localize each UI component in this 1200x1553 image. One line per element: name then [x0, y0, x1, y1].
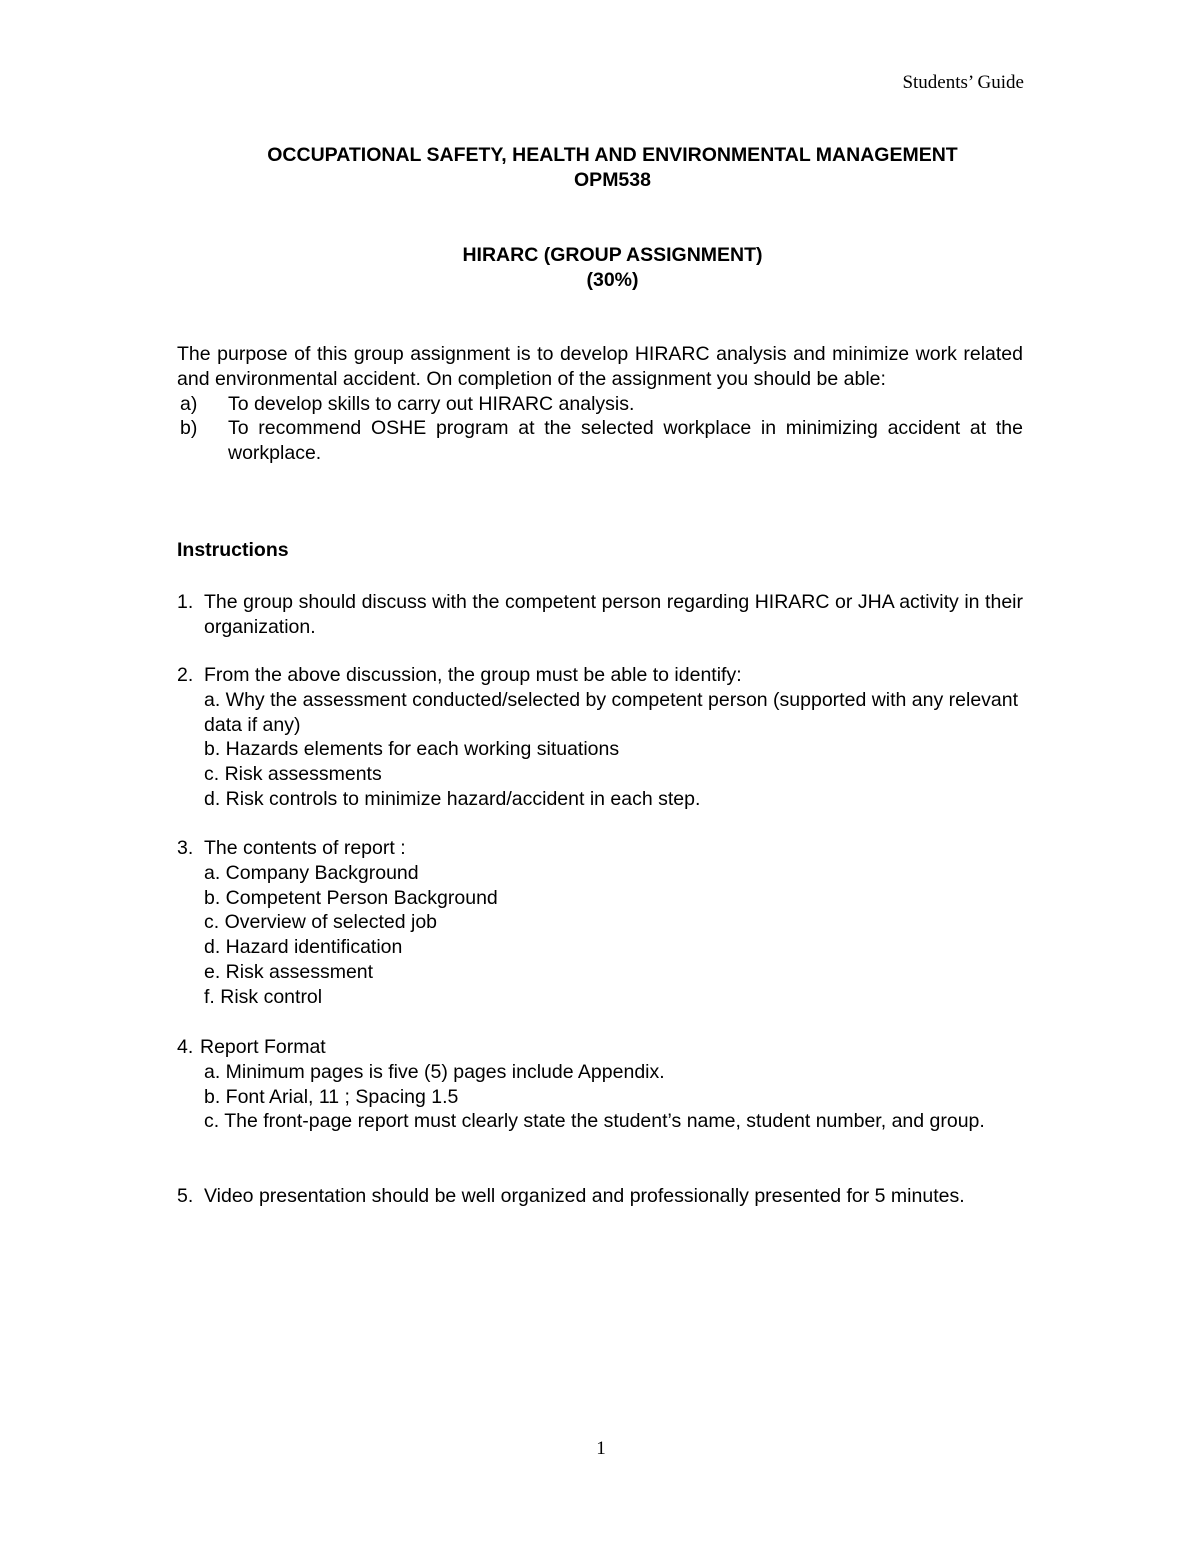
- instruction-number: 3.: [177, 837, 194, 859]
- objective-item: [177, 416, 1023, 466]
- instruction-subitem: e. Risk assessment: [204, 960, 374, 983]
- instruction-subitem: c. The front-page report must clearly state the student’s name, student number, and group.: [204, 1110, 985, 1133]
- intro-section: [177, 342, 1023, 466]
- instruction-number: 5.: [177, 1185, 194, 1207]
- instruction-item: [177, 1035, 1023, 1134]
- instruction-text: The contents of report :: [204, 837, 406, 859]
- course-title: OCCUPATIONAL SAFETY, HEALTH AND ENVIRONMENTAL MANAGEMENT: [267, 144, 958, 166]
- instruction-subitem: a. Why the assessment conducted/selected by competent person (supported with any relevant data if any): [204, 688, 1019, 736]
- instruction-item: [177, 1184, 1023, 1209]
- assignment-title: HIRARC (GROUP ASSIGNMENT): [462, 244, 763, 266]
- instruction-text: Video presentation should be well organized and professionally presented for 5 minutes.: [204, 1185, 965, 1207]
- objective-item: [177, 392, 1023, 417]
- instruction-subitem: a. Company Background: [204, 861, 419, 884]
- instruction-text: The group should discuss with the competent person regarding HIRARC or JHA activity in their organization.: [204, 591, 1023, 638]
- instruction-subitem: f. Risk control: [204, 985, 323, 1008]
- instruction-text: From the above discussion, the group must be able to identify:: [204, 664, 742, 686]
- intro-paragraph: The purpose of this group assignment is to develop HIRARC analysis and minimize work related and environmental accident. On completion of the assignment you should be able:: [177, 343, 1023, 390]
- instruction-subitem: a. Minimum pages is five (5) pages include Appendix.: [204, 1060, 665, 1083]
- instruction-subitem: c. Overview of selected job: [204, 911, 438, 934]
- objective-marker: a): [180, 392, 198, 415]
- instruction-text: Report Format: [200, 1036, 326, 1058]
- instructions-heading: Instructions: [177, 539, 289, 561]
- instruction-number: 4.: [177, 1036, 194, 1058]
- assignment-title-block: [0, 243, 1200, 293]
- instruction-subitem: b. Hazards elements for each working situations: [204, 738, 620, 761]
- instruction-subitem: d. Hazard identification: [204, 936, 403, 959]
- objective-text: To recommend OSHE program at the selected workplace in minimizing accident at the workplace.: [228, 417, 1023, 465]
- instruction-subitem: b. Font Arial, 11 ; Spacing 1.5: [204, 1085, 459, 1108]
- course-title-block: [0, 143, 1200, 193]
- objective-marker: b): [180, 417, 198, 440]
- instruction-subitem: b. Competent Person Background: [204, 886, 498, 909]
- instruction-number: 1.: [177, 591, 194, 613]
- instruction-number: 2.: [177, 664, 194, 686]
- assignment-weight: (30%): [586, 269, 639, 291]
- instruction-subitem: d. Risk controls to minimize hazard/accident in each step.: [204, 787, 701, 810]
- instruction-item: [177, 663, 1023, 812]
- instruction-item: [177, 836, 1023, 1010]
- page-number: 1: [596, 1438, 606, 1459]
- course-code: OPM538: [574, 169, 651, 191]
- instruction-subitem: c. Risk assessments: [204, 763, 382, 786]
- running-header: Students’ Guide: [902, 72, 1024, 93]
- objective-text: To develop skills to carry out HIRARC analysis.: [228, 392, 635, 415]
- instruction-item: [177, 590, 1023, 640]
